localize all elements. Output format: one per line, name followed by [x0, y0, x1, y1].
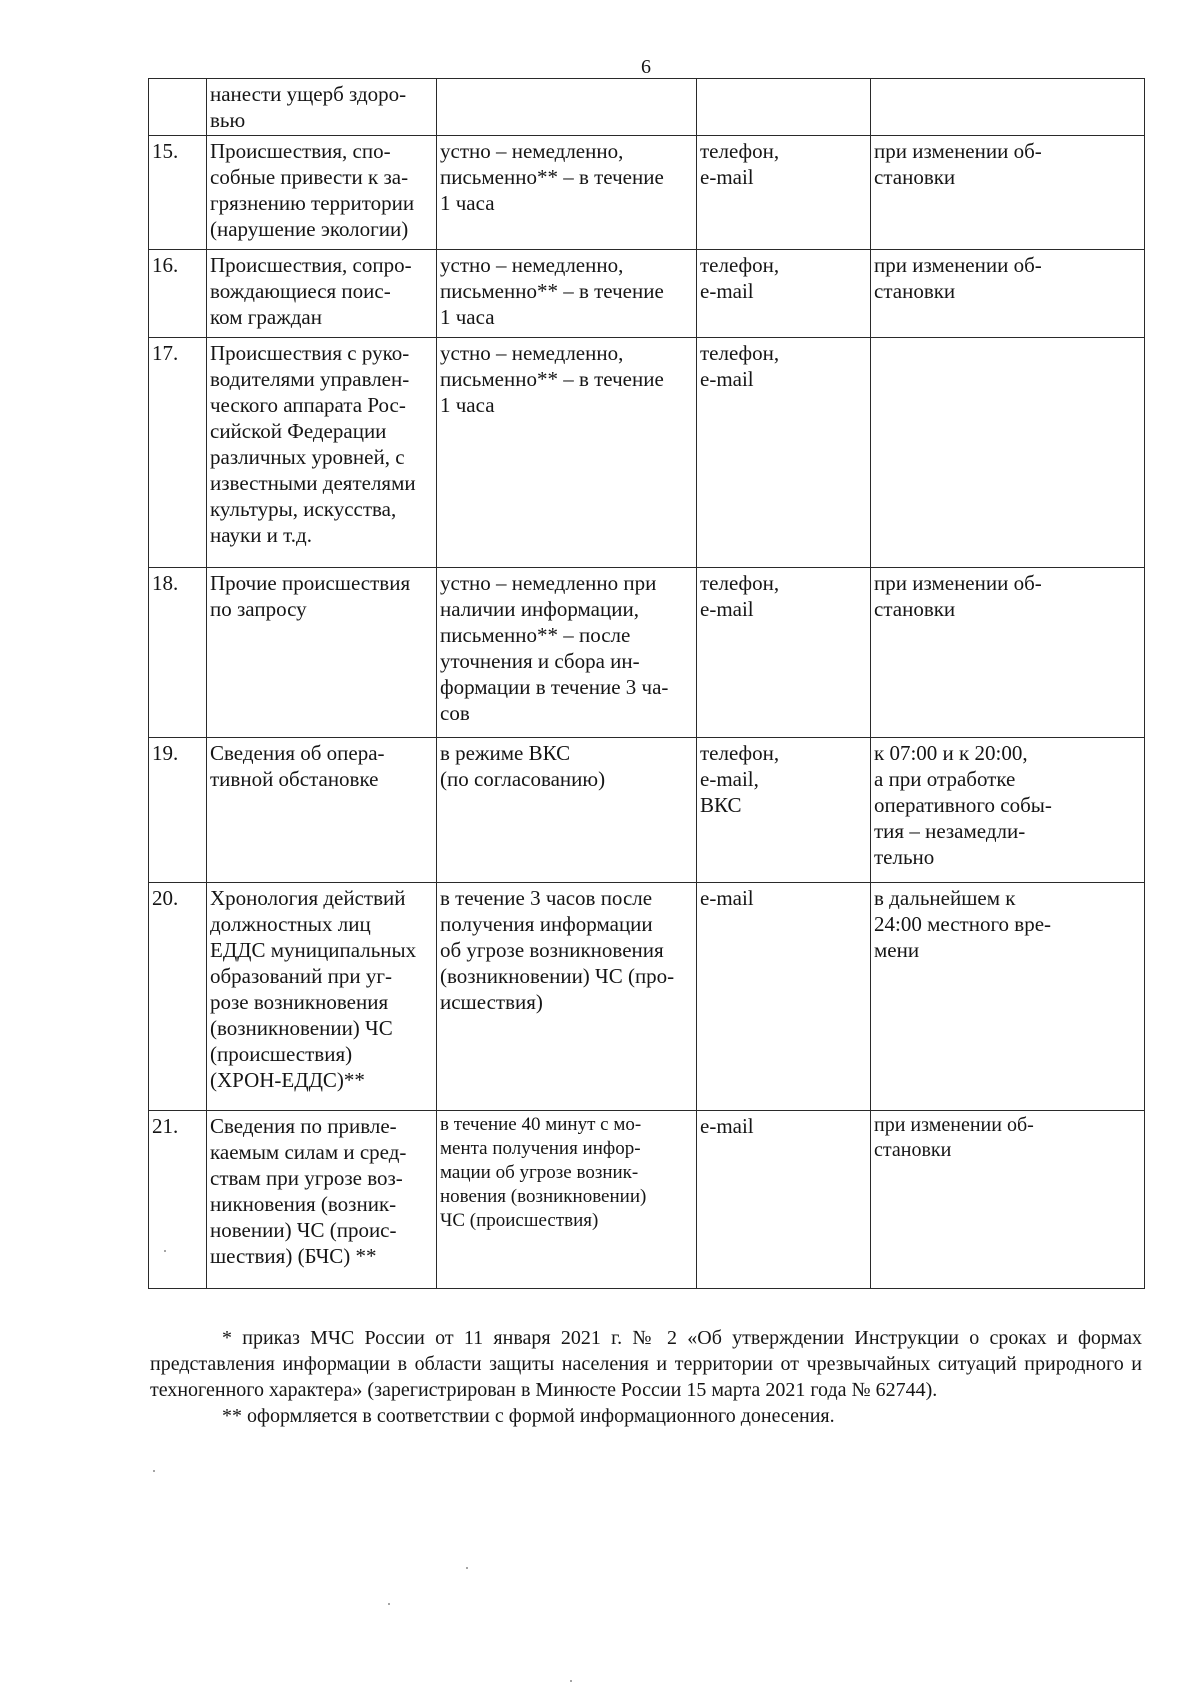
method-cell: телефон, e-mail [697, 136, 871, 250]
frequency-cell [871, 79, 1145, 136]
event-cell: Сведения по привле- каемым силам и сред- ствам при угрозе воз- никновения (возник- новении) ЧС (проис- шествия) (БЧС) ** [207, 1111, 437, 1289]
frequency-cell: при изменении об- становки [871, 568, 1145, 738]
row-number: 21. [149, 1111, 207, 1289]
table-row [149, 738, 1145, 883]
timing-cell [437, 79, 697, 136]
event-cell: Происшествия, спо- собные привести к за- грязнению территории (нарушение экологии) [207, 136, 437, 250]
method-cell: e-mail [697, 1111, 871, 1289]
table-row [149, 79, 1145, 136]
event-cell: Хронология действий должностных лиц ЕДДС муниципальных образований при уг- розе возникновения (возникновении) ЧС (происшествия) (ХРОН-ЕДДС)** [207, 883, 437, 1111]
row-number: 20. [149, 883, 207, 1111]
timing-cell: устно – немедленно, письменно** – в течение 1 часа [437, 338, 697, 568]
frequency-cell: при изменении об- становки [871, 250, 1145, 338]
method-cell: телефон, e-mail [697, 338, 871, 568]
table-row [149, 338, 1145, 568]
method-cell: телефон, e-mail [697, 568, 871, 738]
scan-speck [153, 1470, 155, 1472]
scan-speck [466, 1567, 468, 1569]
timing-cell: в течение 3 часов после получения информации об угрозе возникновения (возникновении) ЧС (про- исшествия) [437, 883, 697, 1111]
scan-speck [388, 1603, 390, 1605]
method-cell: телефон, e-mail [697, 250, 871, 338]
table-row [149, 883, 1145, 1111]
timing-cell: в течение 40 минут с мо- мента получения инфор- мации об угрозе возник- новения (возникновении) ЧС (происшествия) [437, 1111, 697, 1289]
timing-cell: устно – немедленно при наличии информации, письменно** – после уточнения и сбора ин- формации в течение 3 ча- сов [437, 568, 697, 738]
event-cell: нанести ущерб здоро- вью [207, 79, 437, 136]
scan-speck [570, 1680, 572, 1682]
frequency-cell: в дальнейшем к 24:00 местного вре- мени [871, 883, 1145, 1111]
row-number [149, 79, 207, 136]
event-cell: Происшествия с руко- водителями управлен- ческого аппарата Рос- сийской Федерации различных уровней, с известными деятелями культуры, искусства, науки и т.д. [207, 338, 437, 568]
frequency-cell: при изменении об- становки [871, 136, 1145, 250]
frequency-cell [871, 338, 1145, 568]
method-cell: e-mail [697, 883, 871, 1111]
row-number: 18. [149, 568, 207, 738]
timing-cell: устно – немедленно, письменно** – в течение 1 часа [437, 136, 697, 250]
frequency-cell: к 07:00 и к 20:00, а при отработке оперативного собы- тия – незамедли- тельно [871, 738, 1145, 883]
table-row [149, 1111, 1145, 1289]
row-number: 15. [149, 136, 207, 250]
row-number: 16. [149, 250, 207, 338]
event-cell: Прочие происшествия по запросу [207, 568, 437, 738]
timing-cell: устно – немедленно, письменно** – в течение 1 часа [437, 250, 697, 338]
reporting-table [148, 78, 1145, 1289]
event-cell: Сведения об опера- тивной обстановке [207, 738, 437, 883]
row-number: 19. [149, 738, 207, 883]
table-row [149, 250, 1145, 338]
method-cell [697, 79, 871, 136]
page-number: 6 [641, 56, 651, 78]
table-row [149, 136, 1145, 250]
footnote-first: * приказ МЧС России от 11 января 2021 г. № 2 «Об утверждении Инструкции о сроках и формах представления информации в области защиты населения и территории от чрезвычайных ситуаций природного и техногенного характера» (зарегистрирован в Минюсте России 15 марта 2021 года № 62744). [150, 1327, 1142, 1401]
scan-speck [164, 1250, 166, 1252]
frequency-cell: при изменении об- становки [871, 1111, 1145, 1289]
timing-cell: в режиме ВКС (по согласованию) [437, 738, 697, 883]
footnote-second: ** оформляется в соответствии с формой информационного донесения. [222, 1405, 835, 1427]
footnotes [150, 1325, 1142, 1429]
method-cell: телефон, e-mail, ВКС [697, 738, 871, 883]
table-row [149, 568, 1145, 738]
event-cell: Происшествия, сопро- вождающиеся поис- ком граждан [207, 250, 437, 338]
row-number: 17. [149, 338, 207, 568]
